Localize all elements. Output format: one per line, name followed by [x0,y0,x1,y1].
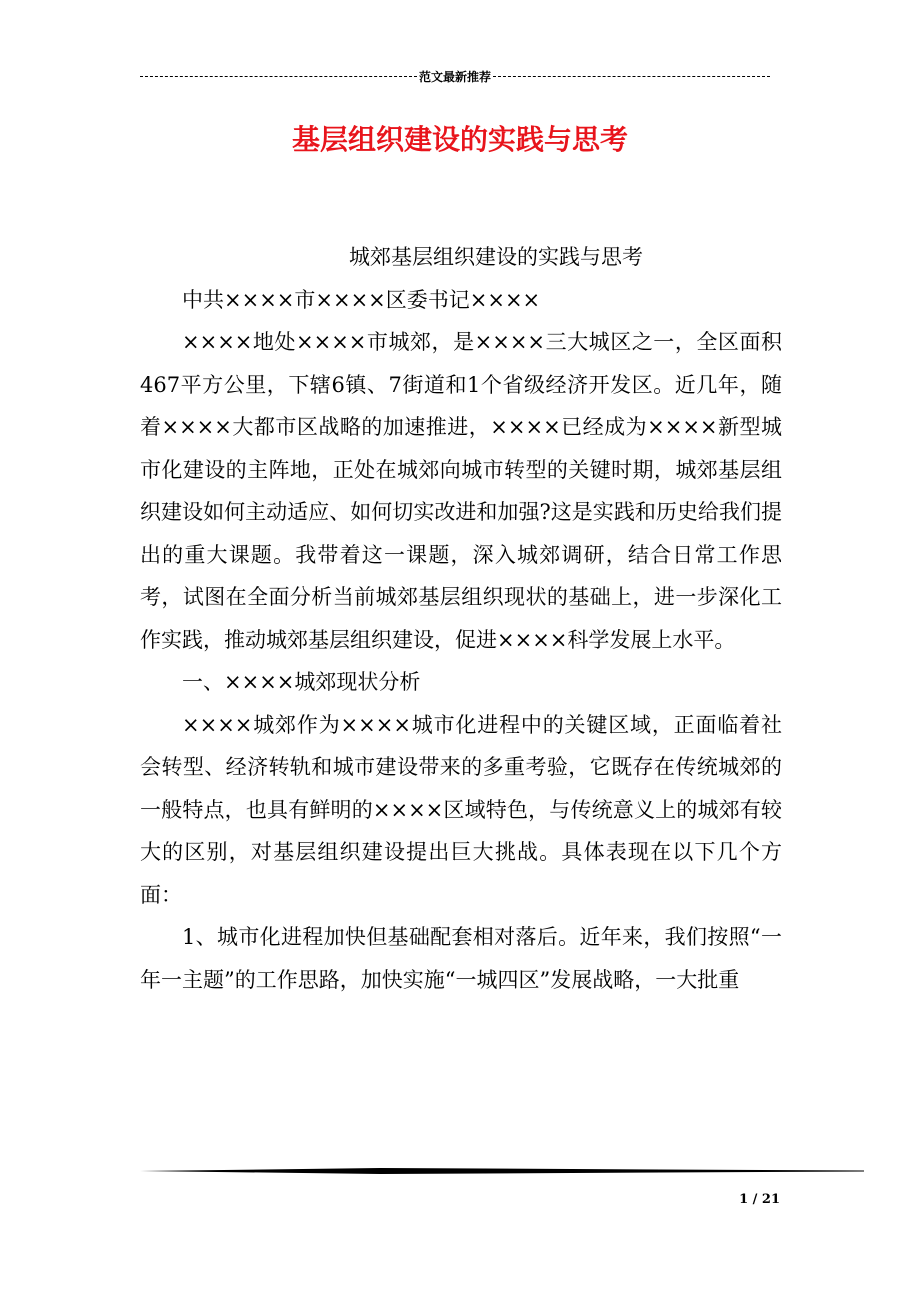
body-paragraph: 1、城市化进程加快但基础配套相对落后。近年来，我们按照“一年一主题”的工作思路，加快实施“一城四区”发展战略，一大批重 [140,925,782,992]
footer-rule [140,1168,864,1174]
section-heading: 一、××××城郊现状分析 [182,670,421,694]
header-dash-right [493,76,770,77]
header-label: 范文最新推荐 [419,69,492,84]
document-title: 基层组织建设的实践与思考 [291,123,628,156]
document-body [140,236,782,1001]
header-dash-left [140,76,417,77]
document-subtitle: 城郊基层组织建设的实践与思考 [349,245,643,269]
body-paragraph: ××××地处××××市城郊，是××××三大城区之一，全区面积467平方公里，下辖6镇、7街道和1个省级经济开发区。近几年，随着××××大都市区战略的加速推进，××××已经成为××××新型城市化建设的主阵地，正处在城郊向城市转型的关键时期，城郊基层组织建设如何主动适应、如何切实改进和加强?这是实践和历史给我们提出的重大课题。我带着这一课题，深入城郊调研，结合日常工作思考，试图在全面分析当前城郊基层组织现状的基础上，进一步深化工作实践，推动城郊基层组织建设，促进××××科学发展上水平。 [140,330,782,652]
page-number: 1 / 21 [739,1192,780,1207]
page-header [140,66,770,86]
author-line: 中共××××市××××区委书记×××× [182,287,541,312]
body-paragraph: ××××城郊作为××××城市化进程中的关键区域，正面临着社会转型、经济转轨和城市建设带来的多重考验，它既存在传统城郊的一般特点，也具有鲜明的××××区域特色，与传统意义上的城郊有较大的区别，对基层组织建设提出巨大挑战。具体表现在以下几个方面： [140,712,782,907]
